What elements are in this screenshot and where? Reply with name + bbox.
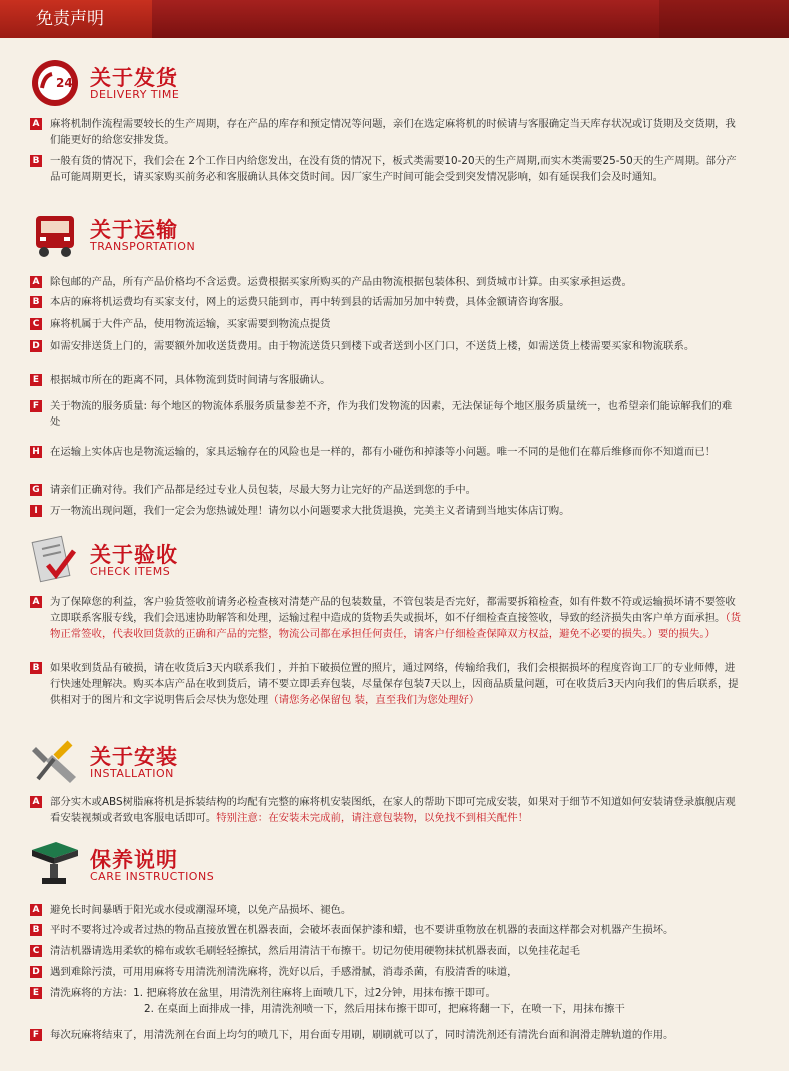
delivery-header xyxy=(0,58,789,114)
care-item-d: D 遇到难除污渍，可用用麻将专用清洗剂清洗麻将，洗好以后，手感滑腻，消毒杀菌，有股清香的味道， xyxy=(30,964,742,980)
svg-text:24: 24 xyxy=(56,76,73,90)
transport-item-h: H 在运输上实体店也是物流运输的，家具运输存在的风险也是一样的，都有小碰伤和掉漆等小问题。唯一不同的是他们在幕后维修而你不知道而已！ xyxy=(30,444,742,460)
mahjong-machine-icon xyxy=(30,840,80,890)
transport-item-i: I 万一物流出现问题，我们一定会为您热诚处理！请勿以小问题要求大批货退换，完美主义者请到当地实体店订购。 xyxy=(30,503,742,519)
transport-item-b: B 本店的麻将机运费均有买家支付，网上的运费只能到市，再中转到县的话需加另加中转费，具体金额请咨询客服。 xyxy=(30,294,742,310)
clipboard-check-icon xyxy=(30,535,80,585)
delivery-item-a: A 麻将机制作流程需要较长的生产周期，存在产品的库存和预定情况等问题，亲们在选定麻将机的时候请与客服确定当天库存状况或订货期及交货期，我们能更好的给您安排发货。 xyxy=(30,116,742,148)
transport-title: 关于运输 xyxy=(90,218,178,242)
delivery-item-b: B 一般有货的情况下，我们会在 2个工作日内给您发出，在没有货的情况下，板式类需要10-20天的生产周期,而实木类需要25-50天的生产周期。部分产品可能周期更长，请买家购买前务必和客服确认具体交货时间。因厂家生产时间可能会受到突发情况影响，如有延误我们会及时通知。 xyxy=(30,153,742,185)
wrench-screwdriver-icon xyxy=(30,737,80,787)
care-item-a: A 避免长时间暴晒于阳光或水侵或潮湿环境，以免产品损坏、褪色。 xyxy=(30,902,742,918)
care-subtitle: CARE INSTRUCTIONS xyxy=(90,870,215,883)
care-section xyxy=(0,840,789,896)
check-section xyxy=(0,535,789,591)
care-item-b: B 平时不要将过冷或者过热的物品直接放置在机器表面，会破坏表面保护漆和蜡，也不要讲重物放在机器的表面这样都会对机器产生损坏。 xyxy=(30,922,742,938)
transport-item-e: E 根据城市所在的距离不同，具体物流到货时间请与客服确认。 xyxy=(30,372,742,388)
care-header xyxy=(0,840,789,896)
install-title: 关于安装 xyxy=(90,745,178,769)
check-subtitle: CHECK ITEMS xyxy=(90,565,171,578)
banner-title: 免责声明 xyxy=(0,0,152,38)
care-item-c: C 清洁机器请选用柔软的棉布或软毛刷轻轻擦拭，然后用清洁干布擦干。切记勿使用硬物抹拭机器表面，以免挂花起毛 xyxy=(30,943,742,959)
care-item-e: E 清洗麻将的方法：1. 把麻将放在盆里，用清洗剂往麻将上面喷几下，过2分钟，用抹布擦干即可。 2. 在桌面上面排成一排，用清洗剂喷一下，然后用抹布擦干即可，把麻将翻一下，在喷一下，用抹布擦干 xyxy=(30,985,742,1017)
delivery-subtitle: DELIVERY TIME xyxy=(90,88,180,101)
transport-item-d: D 如需安排送货上门的，需要额外加收送货费用。由于物流送货只到楼下或者送到小区门口，不送货上楼，如需送货上楼需要买家和物流联系。 xyxy=(30,338,742,354)
truck-icon xyxy=(30,210,80,260)
check-title: 关于验收 xyxy=(90,543,178,567)
install-item-a: A 部分实木或ABS树脂麻将机是拆装结构的均配有完整的麻将机安装图纸，在家人的帮助下即可完成安装，如果对于细节不知道如何安装请登录旗舰店观看安装视频或者致电客服电话即可。特别注意：在安装未完成前，请注意包装物，以免找不到相关配件！ xyxy=(30,794,742,826)
care-title: 保养说明 xyxy=(90,848,178,872)
disclaimer-banner xyxy=(0,0,789,38)
transport-item-f: F 关于物流的服务质量: 每个地区的物流体系服务质量参差不齐，作为我们发物流的因素，无法保证每个地区服务质量统一，也希望亲们能谅解我们的难处 xyxy=(30,398,742,430)
banner-endcap xyxy=(659,0,789,38)
check-item-a: A 为了保障您的利益，客户验货签收前请务必检查核对清楚产品的包装数量，不管包装是否完好，都需要拆箱检查，如有件数不符或运输损坏请不要签收立即联系客服专线，我们会迅速协助解答和处理，运输过程中造成的货物丢失或损坏，如不仔细检查直接签收，导致的经济损失由客户单方面承担。（货物正常签收，代表收回货款的正确和产品的完整，物流公司都在承担任何责任，请客户仔细检查保障双方权益，避免不必要的损失。）要的损失。） xyxy=(30,594,742,642)
check-header xyxy=(0,535,789,591)
delivery-section xyxy=(0,58,789,114)
transport-item-c: C 麻将机属于大件产品，使用物流运输，买家需要到物流点提货 xyxy=(30,316,742,332)
install-subtitle: INSTALLATION xyxy=(90,767,174,780)
transport-subtitle: TRANSPORTATION xyxy=(90,240,196,253)
care-item-f: F 每次玩麻将结束了，用清洗剂在台面上均匀的喷几下，用台面专用刷，刷刷就可以了，同时清洗剂还有清洗台面和润滑走牌轨道的作用。 xyxy=(30,1027,742,1043)
clock-icon xyxy=(30,58,80,108)
delivery-title: 关于发货 xyxy=(90,66,178,90)
check-item-b: B 如果收到货品有破损，请在收货后3天内联系我们 ，并拍下破损位置的照片，通过网络，传输给我们，我们会根据损坏的程度咨询工厂的专业师傅，进行快速处理解决。购买本店产品在收到货后，请不要立即丢弃包装，尽量保存包装7天以上，因商品质量问题，可在收货后3天内向我们的售后联系，提供相对于的图片和文字说明售后会尽快为您处理（请您务必保留包 装，直至我们为您处理好） xyxy=(30,660,742,708)
install-section xyxy=(0,737,789,793)
transport-item-g: G 请亲们正确对待。我们产品都是经过专业人员包装，尽最大努力让完好的产品送到您的手中。 xyxy=(30,482,742,498)
transport-header xyxy=(0,210,789,266)
install-header xyxy=(0,737,789,793)
transport-section xyxy=(0,210,789,266)
transport-item-a: A 除包邮的产品，所有产品价格均不含运费。运费根据买家所购买的产品由物流根据包装体积、到货城市计算。由买家承担运费。 xyxy=(30,274,742,290)
